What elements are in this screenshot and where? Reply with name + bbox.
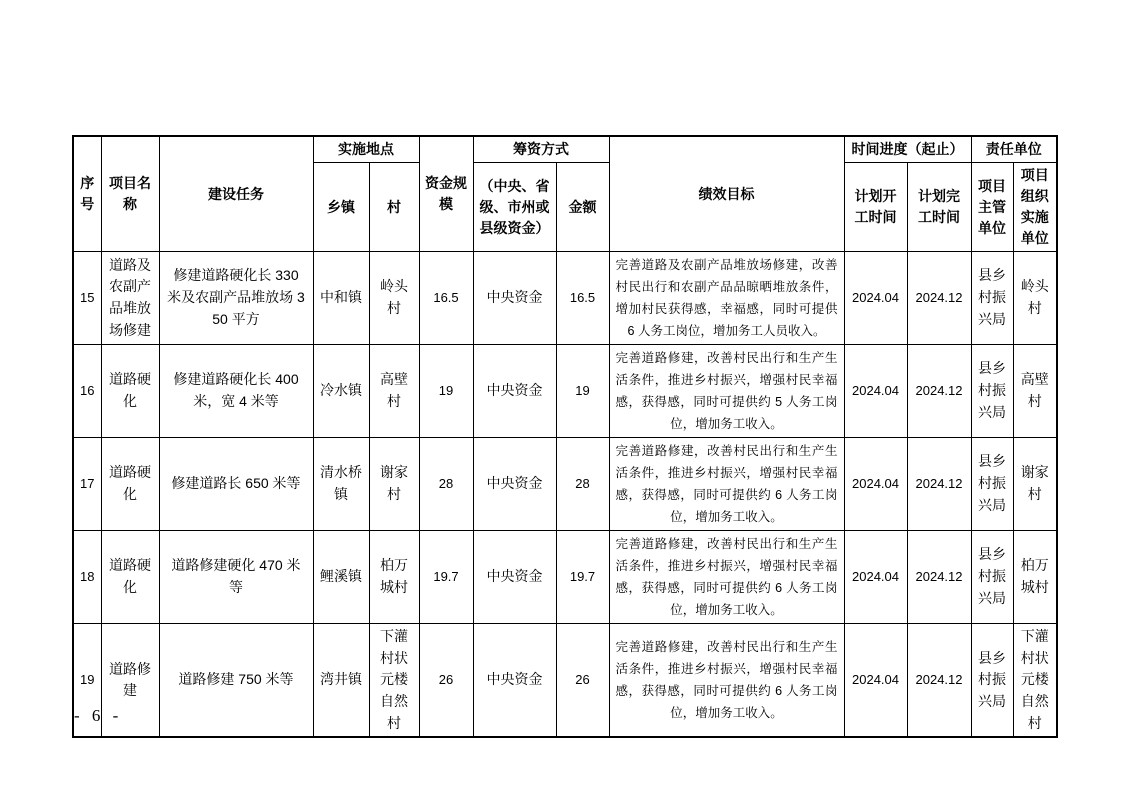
- header-planned-start: 计划开工时间: [844, 163, 907, 252]
- cell-scale: 19: [419, 345, 473, 438]
- cell-goal: 完善道路修建，改善村民出行和生产生活条件，推进乡村振兴，增强村民幸福感，获得感，同时可提供约 5 人务工岗位，增加务工收入。: [609, 345, 844, 438]
- cell-end-date: 2024.12: [907, 624, 971, 738]
- header-location-group: 实施地点: [313, 136, 419, 163]
- header-village: 村: [369, 163, 419, 252]
- cell-end-date: 2024.12: [907, 252, 971, 345]
- cell-start-date: 2024.04: [844, 624, 907, 738]
- cell-serial: 18: [73, 531, 101, 624]
- cell-start-date: 2024.04: [844, 438, 907, 531]
- cell-serial: 15: [73, 252, 101, 345]
- project-table: [72, 135, 1058, 738]
- table-row: [73, 345, 1057, 438]
- cell-amount: 28: [556, 438, 609, 531]
- cell-project-name: 道路硬化: [101, 531, 159, 624]
- cell-project-name: 道路修建: [101, 624, 159, 738]
- cell-implementing-unit: 岭头村: [1013, 252, 1057, 345]
- cell-source: 中央资金: [473, 438, 556, 531]
- header-township: 乡镇: [313, 163, 369, 252]
- header-row-groups: [73, 136, 1057, 163]
- header-construction-task: 建设任务: [159, 136, 313, 252]
- cell-amount: 26: [556, 624, 609, 738]
- cell-end-date: 2024.12: [907, 531, 971, 624]
- cell-township: 湾井镇: [313, 624, 369, 738]
- cell-amount: 19: [556, 345, 609, 438]
- table-row: [73, 624, 1057, 738]
- header-financing-group: 筹资方式: [473, 136, 609, 163]
- header-implementing-unit: 项目组织实施单位: [1013, 163, 1057, 252]
- cell-project-name: 道路硬化: [101, 345, 159, 438]
- header-serial: 序号: [73, 136, 101, 252]
- cell-end-date: 2024.12: [907, 438, 971, 531]
- header-responsibility-group: 责任单位: [971, 136, 1057, 163]
- cell-village: 下灌村状元楼自然村: [369, 624, 419, 738]
- cell-scale: 28: [419, 438, 473, 531]
- cell-project-name: 道路硬化: [101, 438, 159, 531]
- cell-township: 鲤溪镇: [313, 531, 369, 624]
- cell-scale: 16.5: [419, 252, 473, 345]
- cell-goal: 完善道路修建，改善村民出行和生产生活条件，推进乡村振兴，增强村民幸福感，获得感，同时可提供约 6 人务工岗位，增加务工收入。: [609, 531, 844, 624]
- cell-source: 中央资金: [473, 531, 556, 624]
- cell-task: 修建道路硬化长 400 米，宽 4 米等: [159, 345, 313, 438]
- cell-goal: 完善道路修建，改善村民出行和生产生活条件，推进乡村振兴，增强村民幸福感，获得感，同时可提供约 6 人务工岗位，增加务工收入。: [609, 624, 844, 738]
- cell-task: 道路修建硬化 470 米等: [159, 531, 313, 624]
- header-schedule-group: 时间进度（起止）: [844, 136, 971, 163]
- table-row: [73, 252, 1057, 345]
- cell-competent-unit: 县乡村振兴局: [971, 531, 1013, 624]
- header-project-name: 项目名称: [101, 136, 159, 252]
- cell-serial: 16: [73, 345, 101, 438]
- cell-source: 中央资金: [473, 624, 556, 738]
- header-competent-unit: 项目主管单位: [971, 163, 1013, 252]
- cell-implementing-unit: 高壁村: [1013, 345, 1057, 438]
- cell-village: 谢家村: [369, 438, 419, 531]
- page-number: - 6 -: [74, 706, 123, 725]
- cell-village: 岭头村: [369, 252, 419, 345]
- cell-goal: 完善道路修建，改善村民出行和生产生活条件，推进乡村振兴，增强村民幸福感，获得感，同时可提供约 6 人务工岗位，增加务工收入。: [609, 438, 844, 531]
- cell-start-date: 2024.04: [844, 345, 907, 438]
- table-row: [73, 531, 1057, 624]
- cell-task: 道路修建 750 米等: [159, 624, 313, 738]
- cell-implementing-unit: 下灌村状元楼自然村: [1013, 624, 1057, 738]
- cell-competent-unit: 县乡村振兴局: [971, 345, 1013, 438]
- cell-amount: 16.5: [556, 252, 609, 345]
- cell-competent-unit: 县乡村振兴局: [971, 438, 1013, 531]
- cell-project-name: 道路及农副产品堆放场修建: [101, 252, 159, 345]
- cell-implementing-unit: 柏万城村: [1013, 531, 1057, 624]
- cell-village: 柏万城村: [369, 531, 419, 624]
- cell-serial: 17: [73, 438, 101, 531]
- header-planned-end: 计划完工时间: [907, 163, 971, 252]
- table-row: [73, 438, 1057, 531]
- cell-implementing-unit: 谢家村: [1013, 438, 1057, 531]
- cell-competent-unit: 县乡村振兴局: [971, 252, 1013, 345]
- cell-township: 清水桥镇: [313, 438, 369, 531]
- cell-village: 高壁村: [369, 345, 419, 438]
- cell-serial: 19: [73, 624, 101, 738]
- cell-scale: 26: [419, 624, 473, 738]
- header-funding-source: （中央、省级、市州或县级资金）: [473, 163, 556, 252]
- cell-end-date: 2024.12: [907, 345, 971, 438]
- cell-source: 中央资金: [473, 345, 556, 438]
- cell-source: 中央资金: [473, 252, 556, 345]
- header-performance-goal: 绩效目标: [609, 136, 844, 252]
- cell-township: 中和镇: [313, 252, 369, 345]
- header-amount: 金额: [556, 163, 609, 252]
- header-funding-scale: 资金规模: [419, 136, 473, 252]
- cell-goal: 完善道路及农副产品堆放场修建，改善村民出行和农副产品品晾晒堆放条件，增加村民获得感，幸福感，同时可提供 6 人务工岗位，增加务工人员收入。: [609, 252, 844, 345]
- cell-scale: 19.7: [419, 531, 473, 624]
- cell-township: 冷水镇: [313, 345, 369, 438]
- cell-amount: 19.7: [556, 531, 609, 624]
- cell-competent-unit: 县乡村振兴局: [971, 624, 1013, 738]
- cell-start-date: 2024.04: [844, 252, 907, 345]
- cell-task: 修建道路长 650 米等: [159, 438, 313, 531]
- cell-task: 修建道路硬化长 330 米及农副产品堆放场 350 平方: [159, 252, 313, 345]
- cell-start-date: 2024.04: [844, 531, 907, 624]
